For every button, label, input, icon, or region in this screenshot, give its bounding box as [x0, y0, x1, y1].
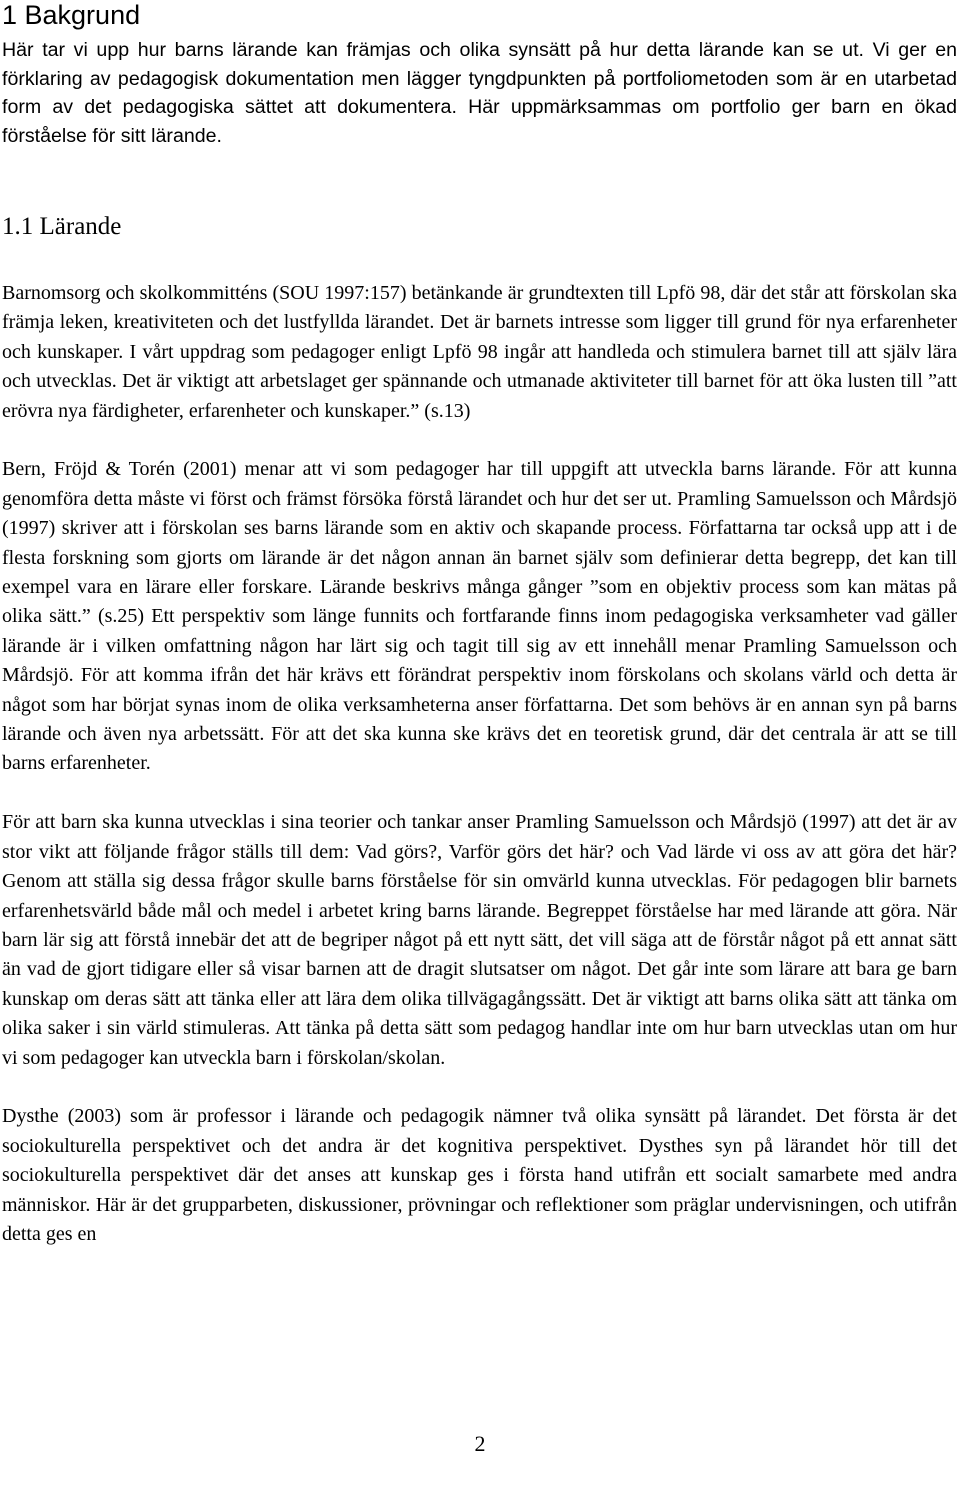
page-number: 2	[474, 1431, 486, 1456]
paragraph: Barnomsorg och skolkommitténs (SOU 1997:157) betänkande är grundtexten till Lpfö 98, där det står att förskolan ska främja leken, kreativiteten och det lustfyllda lärandet. Det är barnets intresse som ligger till grund för nya erfarenheter och kunskaper. I vårt uppdrag som pedagoger enligt Lpfö 98 ingår att handleda och stimulera barnet till att själv lära och utvecklas. Det är viktigt att arbetslaget ger spännande och utmanade aktiviteter till barnet för att öka lusten till ”att erövra nya färdigheter, erfarenheter och kunskaper.” (s.13)	[2, 282, 957, 422]
section-heading: 1 Bakgrund	[2, 0, 141, 30]
body-text	[2, 279, 957, 1279]
subsection-heading: 1.1 Lärande	[2, 213, 122, 240]
paragraph: För att barn ska kunna utvecklas i sina teorier och tankar anser Pramling Samuelsson och Mårdsjö (1997) att det är av stor vikt att följande frågor ställs till dem: Vad görs?, Varför görs det här? och Vad lärde vi oss av att göra det här? Genom att ställa sig dessa frågor skulle barns förståelse för sin omvärld kunna utvecklas. För pedagogen blir barnets erfarenhetsvärld både mål och medel i arbetet kring barns lärande. Begreppet förståelse har med lärande att göra. När barn lär sig att förstå innebär det att de begriper något på ett nytt sätt, det vill säga att de förstår något på ett annat sätt än vad de gjort tidigare eller så visar barnen att de dragit slutsatser om något. Det går inte som lärare att bara ge barn kunskap om deras sätt att tänka eller att lära dem olika tillvägagångssätt. Det är viktigt att barns olika sätt att tänka om olika saker i sin värld stimuleras. Att tänka på detta sätt som pedagog handlar inte om hur barn utvecklas utan om hur vi som pedagoger kan utveckla barn i förskolan/skolan.	[2, 811, 957, 1069]
paragraph: Bern, Fröjd & Torén (2001) menar att vi som pedagoger har till uppgift att utveckla barns lärande. För att kunna genomföra detta måste vi först och främst försöka förstå lärandet och hur det ser ut. Pramling Samuelsson och Mårdsjö (1997) skriver att i förskolan ses barns lärande som en aktiv och skapande process. Författarna tar också upp att i de flesta forskning som gjorts om lärande är det någon annan än barnet själv som definierar detta begrepp, det kan till exempel vara en lärare eller forskare. Lärande beskrivs många gånger ”som en objektiv process som kan mätas på olika sätt.” (s.25) Ett perspektiv som länge funnits och fortfarande finns inom pedagogiska verksamheter vad gäller lärande är i vilken omfattning någon har lärt sig och tagit till sig av ett innehåll menar Pramling Samuelsson och Mårdsjö. För att komma ifrån det här krävs ett förändrat perspektiv inom förskolans och skolans värld och detta är något som har börjat synas inom de olika verksamheterna anser författarna. Det som behövs är en annan syn på barns lärande och även nya arbetssätt. För att det ska kunna ske krävs det en teoretisk grund, där det centrala är att se till barns erfarenheter.	[2, 458, 957, 775]
paragraph: Dysthe (2003) som är professor i lärande och pedagogik nämner två olika synsätt på lärandet. Det första är det sociokulturella perspektivet och det andra är det kognitiva perspektivet. Dysthes syn på lärandet hör till det sociokulturella perspektivet där det anses att kunskap ges i första hand utifrån ett socialt samarbete med andra människor. Här är det grupparbeten, diskussioner, prövningar och reflektioner som präglar undervisningen, och utifrån detta ges en	[2, 1105, 957, 1245]
intro-paragraph: Här tar vi upp hur barns lärande kan främjas och olika synsätt på hur detta lärande kan se ut. Vi ger en förklaring av pedagogisk dokumentation men lägger tyngdpunkten på portfoliometoden som är en utarbetad form av det pedagogiska sättet att dokumentera. Här uppmärksammas om portfolio ger barn en ökad förståelse för sitt lärande.	[2, 39, 957, 148]
